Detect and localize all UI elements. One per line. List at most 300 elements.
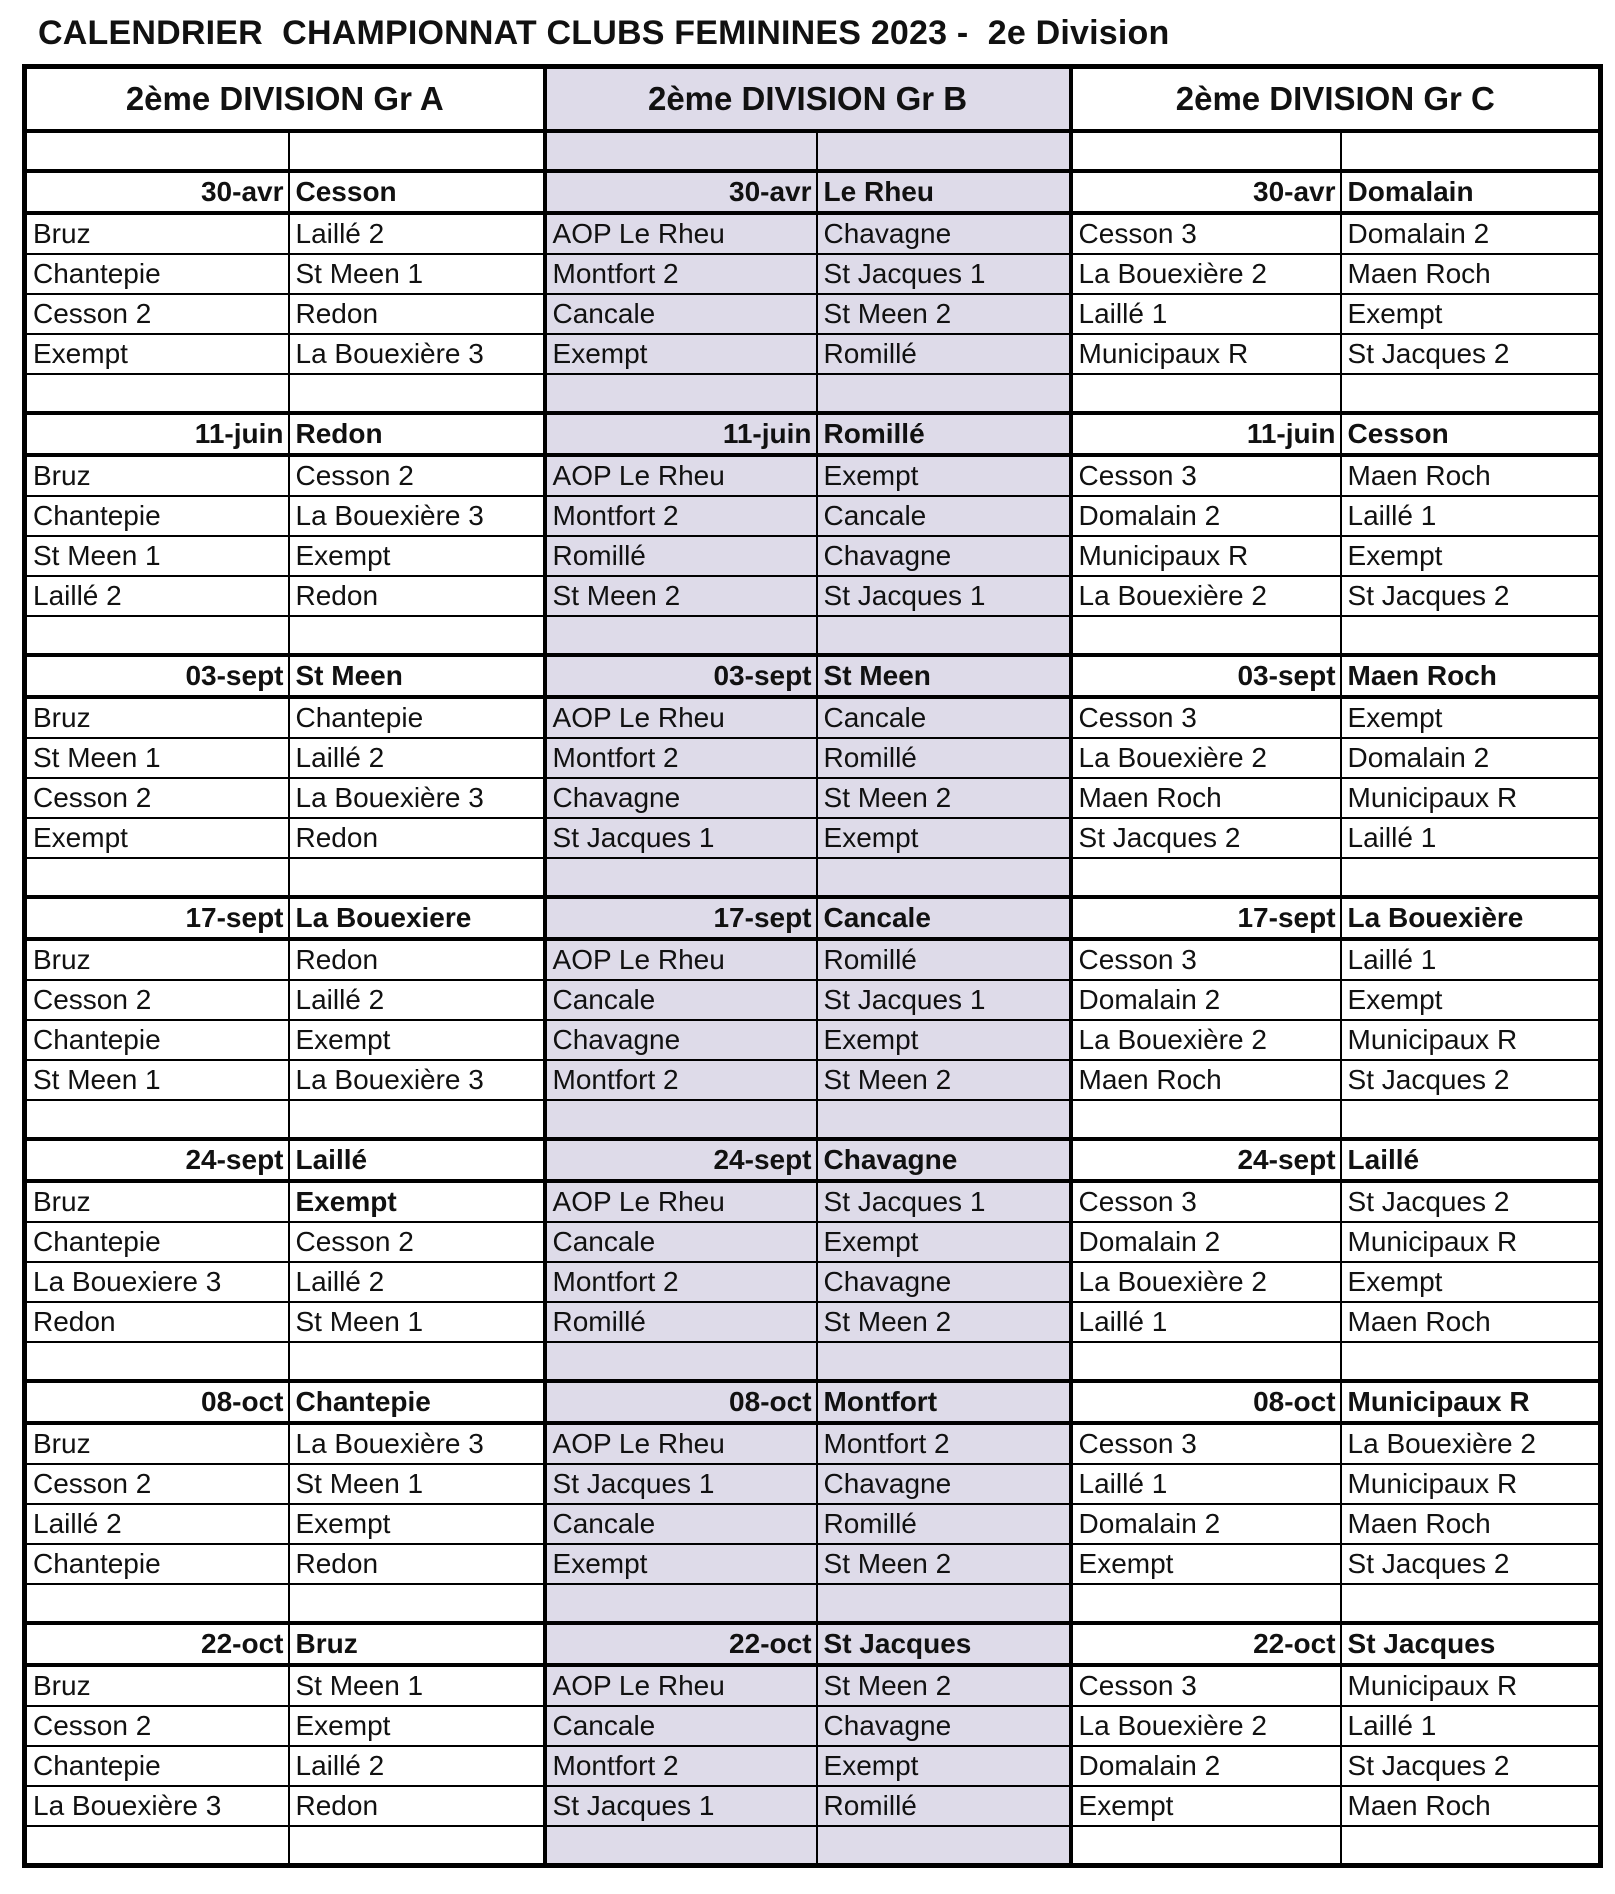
away-team: La Bouexière 3 <box>289 1423 545 1464</box>
home-team: Cancale <box>545 294 817 334</box>
away-team: Exempt <box>289 1706 545 1746</box>
group-a-header: 2ème DIVISION Gr A <box>25 67 545 132</box>
match-row <box>25 1262 1601 1302</box>
round-date: 03-sept <box>1071 655 1341 697</box>
away-team: St Meen 2 <box>817 1665 1071 1706</box>
match-row <box>25 738 1601 778</box>
empty-cell <box>1341 1100 1601 1139</box>
home-team: Montfort 2 <box>545 254 817 294</box>
away-team: St Jacques 2 <box>1341 1746 1601 1786</box>
home-team: Exempt <box>545 334 817 374</box>
away-team: Laillé 2 <box>289 980 545 1020</box>
home-team: Cancale <box>545 980 817 1020</box>
empty-cell <box>545 616 817 655</box>
empty-cell <box>25 858 289 897</box>
empty-cell <box>25 616 289 655</box>
home-team: St Jacques 2 <box>1071 818 1341 858</box>
away-team: Exempt <box>289 536 545 576</box>
home-team: Cesson 3 <box>1071 1423 1341 1464</box>
away-team: Maen Roch <box>1341 1302 1601 1342</box>
match-row <box>25 1302 1601 1342</box>
away-team: Laillé 2 <box>289 213 545 254</box>
home-team: Cancale <box>545 1222 817 1262</box>
empty-cell <box>1071 1584 1341 1623</box>
away-team: Exempt <box>817 1222 1071 1262</box>
home-team: Exempt <box>25 818 289 858</box>
home-team: Cesson 2 <box>25 1706 289 1746</box>
group-c-header: 2ème DIVISION Gr C <box>1071 67 1601 132</box>
home-team: AOP Le Rheu <box>545 1665 817 1706</box>
empty-cell <box>545 131 817 171</box>
spacer-row <box>25 1584 1601 1623</box>
home-team: St Meen 2 <box>545 576 817 616</box>
away-team: Municipaux R <box>1341 1464 1601 1504</box>
away-team: La Bouexière 2 <box>1341 1423 1601 1464</box>
home-team: St Meen 1 <box>25 1060 289 1100</box>
away-team: Laillé 2 <box>289 738 545 778</box>
home-team: Domalain 2 <box>1071 1504 1341 1544</box>
home-team: Chavagne <box>545 778 817 818</box>
round-date: 24-sept <box>1071 1139 1341 1181</box>
empty-cell <box>1071 1342 1341 1381</box>
home-team: St Jacques 1 <box>545 818 817 858</box>
round-host: Laillé <box>289 1139 545 1181</box>
away-team: St Jacques 2 <box>1341 334 1601 374</box>
home-team: Cesson 2 <box>25 980 289 1020</box>
empty-cell <box>817 1826 1071 1866</box>
away-team: St Meen 1 <box>289 254 545 294</box>
spacer-row <box>25 858 1601 897</box>
spacer-row <box>25 131 1601 171</box>
home-team: Laillé 1 <box>1071 294 1341 334</box>
home-team: AOP Le Rheu <box>545 1181 817 1222</box>
empty-cell <box>25 1826 289 1866</box>
round-date: 11-juin <box>1071 413 1341 455</box>
away-team: St Jacques 2 <box>1341 1060 1601 1100</box>
round-date: 22-oct <box>1071 1623 1341 1665</box>
home-team: Cancale <box>545 1504 817 1544</box>
home-team: La Bouexière 2 <box>1071 1020 1341 1060</box>
home-team: AOP Le Rheu <box>545 455 817 496</box>
away-team: St Jacques 2 <box>1341 576 1601 616</box>
round-host: Laillé <box>1341 1139 1601 1181</box>
away-team: Municipaux R <box>1341 1665 1601 1706</box>
away-team: Redon <box>289 294 545 334</box>
match-row <box>25 213 1601 254</box>
away-team: Maen Roch <box>1341 455 1601 496</box>
round-date: 24-sept <box>25 1139 289 1181</box>
match-row <box>25 778 1601 818</box>
home-team: La Bouexière 3 <box>25 1786 289 1826</box>
match-row <box>25 294 1601 334</box>
home-team: Romillé <box>545 536 817 576</box>
home-team: La Bouexière 2 <box>1071 576 1341 616</box>
away-team: Domalain 2 <box>1341 738 1601 778</box>
group-header-row <box>25 67 1601 132</box>
match-row <box>25 697 1601 738</box>
match-row <box>25 980 1601 1020</box>
home-team: Laillé 1 <box>1071 1464 1341 1504</box>
away-team: Romillé <box>817 1504 1071 1544</box>
round-host: Domalain <box>1341 171 1601 213</box>
match-row <box>25 1423 1601 1464</box>
away-team: Romillé <box>817 738 1071 778</box>
empty-cell <box>289 1584 545 1623</box>
round-date: 17-sept <box>25 897 289 939</box>
home-team: St Meen 1 <box>25 536 289 576</box>
home-team: Domalain 2 <box>1071 980 1341 1020</box>
away-team: St Meen 1 <box>289 1302 545 1342</box>
away-team: St Jacques 1 <box>817 254 1071 294</box>
match-row <box>25 1060 1601 1100</box>
round-host: St Jacques <box>817 1623 1071 1665</box>
round-host: Municipaux R <box>1341 1381 1601 1423</box>
empty-cell <box>1341 858 1601 897</box>
empty-cell <box>1341 1584 1601 1623</box>
round-host: Chavagne <box>817 1139 1071 1181</box>
home-team: Cesson 2 <box>25 778 289 818</box>
empty-cell <box>817 131 1071 171</box>
home-team: St Jacques 1 <box>545 1786 817 1826</box>
away-team: Laillé 1 <box>1341 939 1601 980</box>
away-team: Chavagne <box>817 1262 1071 1302</box>
home-team: Montfort 2 <box>545 496 817 536</box>
match-row <box>25 1665 1601 1706</box>
home-team: Cesson 2 <box>25 294 289 334</box>
round-host: St Jacques <box>1341 1623 1601 1665</box>
away-team: Cesson 2 <box>289 455 545 496</box>
empty-cell <box>1341 1826 1601 1866</box>
round-date-row <box>25 1139 1601 1181</box>
away-team: Domalain 2 <box>1341 213 1601 254</box>
away-team: Romillé <box>817 1786 1071 1826</box>
away-team: Municipaux R <box>1341 778 1601 818</box>
empty-cell <box>817 1100 1071 1139</box>
home-team: Municipaux R <box>1071 536 1341 576</box>
away-team: Exempt <box>1341 980 1601 1020</box>
away-team: St Meen 1 <box>289 1665 545 1706</box>
home-team: Bruz <box>25 1423 289 1464</box>
away-team: Exempt <box>817 1746 1071 1786</box>
empty-cell <box>289 1826 545 1866</box>
home-team: Bruz <box>25 1665 289 1706</box>
schedule-body <box>25 67 1601 1866</box>
away-team: St Meen 2 <box>817 294 1071 334</box>
round-host: St Meen <box>289 655 545 697</box>
round-date-row <box>25 897 1601 939</box>
home-team: Exempt <box>1071 1544 1341 1584</box>
home-team: Romillé <box>545 1302 817 1342</box>
empty-cell <box>25 1584 289 1623</box>
round-host: St Meen <box>817 655 1071 697</box>
empty-cell <box>1341 374 1601 413</box>
home-team: AOP Le Rheu <box>545 213 817 254</box>
spacer-row <box>25 374 1601 413</box>
away-team: Exempt <box>289 1020 545 1060</box>
round-host: Le Rheu <box>817 171 1071 213</box>
round-host: Montfort <box>817 1381 1071 1423</box>
round-host: Chantepie <box>289 1381 545 1423</box>
home-team: La Bouexière 2 <box>1071 254 1341 294</box>
round-date: 17-sept <box>545 897 817 939</box>
empty-cell <box>817 1342 1071 1381</box>
home-team: Exempt <box>1071 1786 1341 1826</box>
empty-cell <box>25 1100 289 1139</box>
away-team: St Meen 2 <box>817 1544 1071 1584</box>
round-date: 11-juin <box>545 413 817 455</box>
round-date: 17-sept <box>1071 897 1341 939</box>
match-row <box>25 1504 1601 1544</box>
home-team: Cesson 3 <box>1071 697 1341 738</box>
away-team: Romillé <box>817 939 1071 980</box>
match-row <box>25 1544 1601 1584</box>
home-team: Exempt <box>545 1544 817 1584</box>
match-row <box>25 455 1601 496</box>
match-row <box>25 939 1601 980</box>
match-row <box>25 254 1601 294</box>
round-date: 22-oct <box>25 1623 289 1665</box>
spacer-row <box>25 1100 1601 1139</box>
home-team: Bruz <box>25 213 289 254</box>
home-team: Cesson 3 <box>1071 455 1341 496</box>
away-team: Redon <box>289 818 545 858</box>
round-date: 08-oct <box>25 1381 289 1423</box>
away-team: Maen Roch <box>1341 1504 1601 1544</box>
empty-cell <box>817 616 1071 655</box>
away-team: St Meen 2 <box>817 1060 1071 1100</box>
home-team: Exempt <box>25 334 289 374</box>
away-team: Chavagne <box>817 213 1071 254</box>
round-date: 30-avr <box>1071 171 1341 213</box>
empty-cell <box>1071 1826 1341 1866</box>
away-team: Laillé 1 <box>1341 1706 1601 1746</box>
away-team: St Jacques 2 <box>1341 1181 1601 1222</box>
round-date: 11-juin <box>25 413 289 455</box>
page-title: CALENDRIER CHAMPIONNAT CLUBS FEMININES 2023 - 2e Division <box>38 14 1170 52</box>
away-team: Exempt <box>1341 697 1601 738</box>
spacer-row <box>25 1826 1601 1866</box>
home-team: Montfort 2 <box>545 1262 817 1302</box>
home-team: Montfort 2 <box>545 1746 817 1786</box>
away-team: Cancale <box>817 496 1071 536</box>
away-team: La Bouexière 3 <box>289 334 545 374</box>
away-team: St Jacques 1 <box>817 576 1071 616</box>
away-team: Maen Roch <box>1341 1786 1601 1826</box>
away-team: La Bouexière 3 <box>289 778 545 818</box>
round-date: 03-sept <box>545 655 817 697</box>
round-host: La Bouexiere <box>289 897 545 939</box>
empty-cell <box>1071 616 1341 655</box>
empty-cell <box>545 1584 817 1623</box>
match-row <box>25 1706 1601 1746</box>
round-date: 30-avr <box>25 171 289 213</box>
round-host: Bruz <box>289 1623 545 1665</box>
round-host: Cesson <box>1341 413 1601 455</box>
empty-cell <box>1071 374 1341 413</box>
empty-cell <box>545 1342 817 1381</box>
away-team: St Jacques 1 <box>817 1181 1071 1222</box>
round-host: Cancale <box>817 897 1071 939</box>
away-team: Municipaux R <box>1341 1020 1601 1060</box>
home-team: La Bouexière 2 <box>1071 738 1341 778</box>
home-team: Montfort 2 <box>545 738 817 778</box>
round-host: Cesson <box>289 171 545 213</box>
round-host: Maen Roch <box>1341 655 1601 697</box>
empty-cell <box>25 131 289 171</box>
match-row <box>25 1464 1601 1504</box>
away-team: Laillé 1 <box>1341 818 1601 858</box>
empty-cell <box>289 1342 545 1381</box>
match-row <box>25 818 1601 858</box>
away-team: Laillé 2 <box>289 1262 545 1302</box>
empty-cell <box>25 374 289 413</box>
schedule-table <box>22 64 1603 1868</box>
away-team: Maen Roch <box>1341 254 1601 294</box>
home-team: Laillé 2 <box>25 1504 289 1544</box>
home-team: AOP Le Rheu <box>545 939 817 980</box>
empty-cell <box>817 858 1071 897</box>
home-team: Cesson 3 <box>1071 1665 1341 1706</box>
empty-cell <box>1071 858 1341 897</box>
match-row <box>25 576 1601 616</box>
home-team: Domalain 2 <box>1071 1222 1341 1262</box>
spacer-row <box>25 616 1601 655</box>
home-team: Chantepie <box>25 254 289 294</box>
empty-cell <box>545 858 817 897</box>
home-team: Montfort 2 <box>545 1060 817 1100</box>
away-team: St Jacques 1 <box>817 980 1071 1020</box>
home-team: La Bouexière 2 <box>1071 1706 1341 1746</box>
away-team: Laillé 1 <box>1341 496 1601 536</box>
home-team: Municipaux R <box>1071 334 1341 374</box>
home-team: La Bouexière 2 <box>1071 1262 1341 1302</box>
home-team: Bruz <box>25 697 289 738</box>
match-row <box>25 496 1601 536</box>
home-team: Domalain 2 <box>1071 1746 1341 1786</box>
empty-cell <box>1341 616 1601 655</box>
round-date-row <box>25 1381 1601 1423</box>
away-team: Redon <box>289 1786 545 1826</box>
home-team: St Meen 1 <box>25 738 289 778</box>
round-date: 24-sept <box>545 1139 817 1181</box>
away-team: Redon <box>289 1544 545 1584</box>
match-row <box>25 1181 1601 1222</box>
away-team: St Meen 1 <box>289 1464 545 1504</box>
away-team: Chantepie <box>289 697 545 738</box>
home-team: Cesson 2 <box>25 1464 289 1504</box>
match-row <box>25 1222 1601 1262</box>
away-team: Exempt <box>1341 536 1601 576</box>
empty-cell <box>289 616 545 655</box>
away-team: Montfort 2 <box>817 1423 1071 1464</box>
round-date-row <box>25 1623 1601 1665</box>
round-date-row <box>25 655 1601 697</box>
home-team: AOP Le Rheu <box>545 1423 817 1464</box>
round-date: 08-oct <box>545 1381 817 1423</box>
empty-cell <box>1071 131 1341 171</box>
home-team: Bruz <box>25 939 289 980</box>
home-team: Chantepie <box>25 1222 289 1262</box>
away-team: Cesson 2 <box>289 1222 545 1262</box>
away-team: Exempt <box>817 455 1071 496</box>
away-team: La Bouexière 3 <box>289 496 545 536</box>
empty-cell <box>289 858 545 897</box>
away-team: Chavagne <box>817 536 1071 576</box>
home-team: Chantepie <box>25 1746 289 1786</box>
away-team: Romillé <box>817 334 1071 374</box>
home-team: AOP Le Rheu <box>545 697 817 738</box>
home-team: Domalain 2 <box>1071 496 1341 536</box>
away-team: Exempt <box>289 1504 545 1544</box>
home-team: Cesson 3 <box>1071 939 1341 980</box>
spacer-row <box>25 1342 1601 1381</box>
match-row <box>25 334 1601 374</box>
empty-cell <box>289 1100 545 1139</box>
home-team: Laillé 2 <box>25 576 289 616</box>
home-team: Chavagne <box>545 1020 817 1060</box>
away-team: Exempt <box>1341 294 1601 334</box>
round-date: 08-oct <box>1071 1381 1341 1423</box>
match-row <box>25 1786 1601 1826</box>
away-team: Exempt <box>1341 1262 1601 1302</box>
home-team: Chantepie <box>25 1020 289 1060</box>
empty-cell <box>545 1826 817 1866</box>
away-team: Chavagne <box>817 1464 1071 1504</box>
home-team: Laillé 1 <box>1071 1302 1341 1342</box>
away-team: Redon <box>289 576 545 616</box>
round-host: La Bouexière <box>1341 897 1601 939</box>
away-team: St Meen 2 <box>817 778 1071 818</box>
away-team: Cancale <box>817 697 1071 738</box>
home-team: Cesson 3 <box>1071 1181 1341 1222</box>
empty-cell <box>817 1584 1071 1623</box>
away-team: St Meen 2 <box>817 1302 1071 1342</box>
home-team: Bruz <box>25 1181 289 1222</box>
empty-cell <box>25 1342 289 1381</box>
away-team: Municipaux R <box>1341 1222 1601 1262</box>
round-date-row <box>25 171 1601 213</box>
away-team: Exempt <box>817 1020 1071 1060</box>
home-team: Cancale <box>545 1706 817 1746</box>
empty-cell <box>1341 131 1601 171</box>
empty-cell <box>289 374 545 413</box>
away-team: Laillé 2 <box>289 1746 545 1786</box>
empty-cell <box>289 131 545 171</box>
away-team: Exempt <box>289 1181 545 1222</box>
round-host: Redon <box>289 413 545 455</box>
empty-cell <box>817 374 1071 413</box>
home-team: La Bouexiere 3 <box>25 1262 289 1302</box>
empty-cell <box>545 374 817 413</box>
round-date: 30-avr <box>545 171 817 213</box>
group-b-header: 2ème DIVISION Gr B <box>545 67 1071 132</box>
away-team: Redon <box>289 939 545 980</box>
home-team: Chantepie <box>25 496 289 536</box>
home-team: Maen Roch <box>1071 1060 1341 1100</box>
round-date: 22-oct <box>545 1623 817 1665</box>
round-date: 03-sept <box>25 655 289 697</box>
away-team: Exempt <box>817 818 1071 858</box>
home-team: Cesson 3 <box>1071 213 1341 254</box>
home-team: Chantepie <box>25 1544 289 1584</box>
empty-cell <box>545 1100 817 1139</box>
match-row <box>25 536 1601 576</box>
round-host: Romillé <box>817 413 1071 455</box>
away-team: Chavagne <box>817 1706 1071 1746</box>
home-team: Redon <box>25 1302 289 1342</box>
away-team: La Bouexière 3 <box>289 1060 545 1100</box>
match-row <box>25 1020 1601 1060</box>
